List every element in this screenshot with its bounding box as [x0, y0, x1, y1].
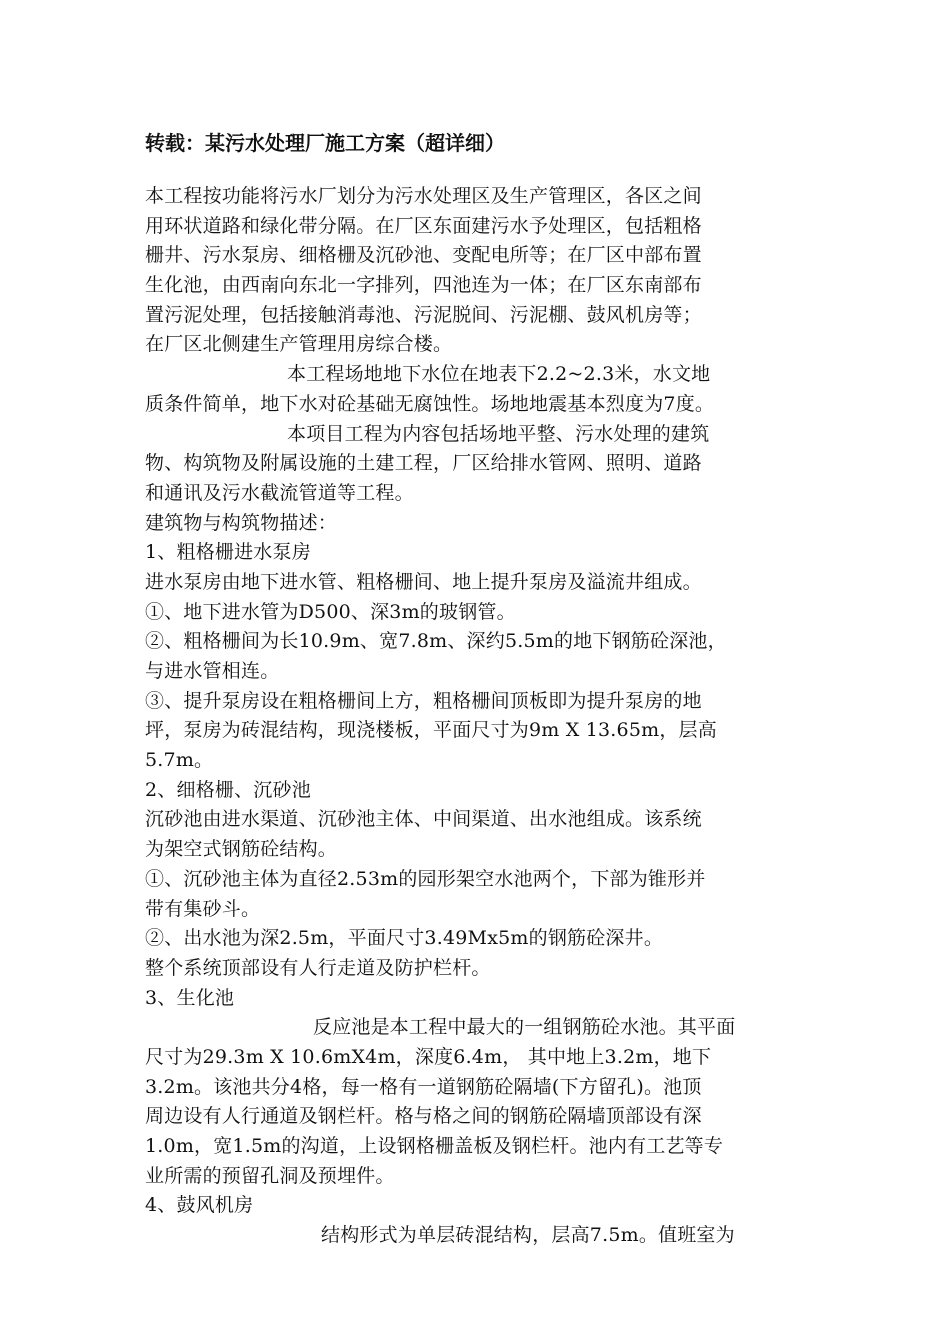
section-heading: 建筑物与构筑物描述：: [145, 511, 338, 534]
list-item: ②、粗格栅间为长10.9m、宽7.8m、深约5.5m的地下钢筋砼深池，: [145, 630, 727, 653]
paragraph-line: 尺寸为29.3m X 10.6mX4m，深度6.4m， 其中地上3.2m，地下: [145, 1045, 712, 1068]
paragraph-line: 3.2m。该池共分4格，每一格有一道钢筋砼隔墙(下方留孔)。池顶: [145, 1075, 702, 1098]
document-title: 转载：某污水处理厂施工方案（超详细）: [145, 131, 505, 155]
paragraph-line: 本工程场地地下水位在地表下2.2~2.3米，水文地: [287, 363, 711, 386]
paragraph-line: 1.0m，宽1.5m的沟道，上设钢格栅盖板及钢栏杆。池内有工艺等专: [145, 1135, 724, 1157]
paragraph-line: 与进水管相连。: [145, 660, 280, 682]
paragraph-line: 在厂区北侧建生产管理用房综合楼。: [145, 333, 453, 356]
section-heading: 4、鼓风机房: [145, 1194, 254, 1217]
paragraph-line: 为架空式钢筋砼结构。: [145, 838, 338, 861]
paragraph-line: 坪，泵房为砖混结构，现浇楼板，平面尺寸为9m X 13.65m，层高: [145, 719, 717, 742]
paragraph-line: 业所需的预留孔洞及预埋件。: [145, 1164, 395, 1187]
document-page: [145, 128, 805, 1251]
paragraph-line: 本项目工程为内容包括场地平整、污水处理的建筑: [287, 422, 710, 445]
list-item: ①、沉砂池主体为直径2.53m的园形架空水池两个，下部为锥形并: [145, 867, 706, 890]
list-item: ②、出水池为深2.5m，平面尺寸3.49Mx5m的钢筋砼深井。: [145, 927, 664, 950]
paragraph-line: 沉砂池由进水渠道、沉砂池主体、中间渠道、出水池组成。该系统: [145, 808, 702, 831]
section-heading: 1、粗格栅进水泵房: [145, 541, 311, 564]
paragraph-line: 周边设有人行通道及钢栏杆。格与格之间的钢筋砼隔墙顶部设有深: [145, 1105, 702, 1128]
paragraph-line: 本工程按功能将污水厂划分为污水处理区及生产管理区，各区之间: [145, 185, 702, 207]
section-heading: 3、生化池: [145, 986, 235, 1009]
paragraph-line: 质条件简单，地下水对砼基础无腐蚀性。场地地震基本烈度为7度。: [145, 392, 715, 415]
list-item: ①、地下进水管为D500、深3m的玻钢管。: [145, 600, 516, 623]
paragraph-line: 结构形式为单层砖混结构，层高7.5m。值班室为: [321, 1224, 735, 1247]
paragraph-line: 反应池是本工程中最大的一组钢筋砼水池。其平面: [313, 1016, 736, 1039]
paragraph-line: 5.7m。: [145, 749, 214, 772]
section-heading: 2、细格栅、沉砂池: [145, 778, 311, 801]
paragraph-line: 物、构筑物及附属设施的土建工程，厂区给排水管网、照明、道路: [145, 452, 702, 475]
paragraph-line: 生化池，由西南向东北一字排列，四池连为一体；在厂区东南部布: [145, 274, 702, 297]
paragraph-line: 置污泥处理，包括接触消毒池、污泥脱间、污泥棚、鼓风机房等；: [145, 303, 702, 326]
paragraph-line: 进水泵房由地下进水管、粗格栅间、地上提升泵房及溢流井组成。: [145, 570, 702, 593]
paragraph-line: 栅井、污水泵房、细格栅及沉砂池、变配电所等；在厂区中部布置: [145, 244, 702, 267]
paragraph-line: 用环状道路和绿化带分隔。在厂区东面建污水予处理区，包括粗格: [145, 214, 702, 237]
paragraph-line: 带有集砂斗。: [145, 897, 261, 920]
paragraph-line: 和通讯及污水截流管道等工程。: [145, 481, 414, 504]
paragraph-line: 整个系统顶部设有人行走道及防护栏杆。: [145, 956, 491, 979]
list-item: ③、提升泵房设在粗格栅间上方，粗格栅间顶板即为提升泵房的地: [145, 689, 702, 712]
